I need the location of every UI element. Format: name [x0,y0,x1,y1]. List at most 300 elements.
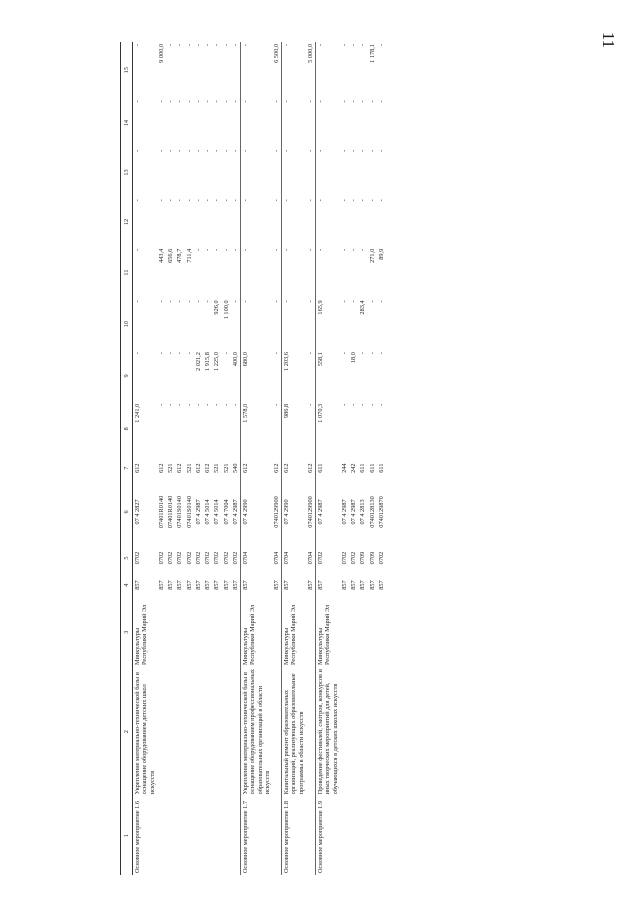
cell-2013: 1 241,0 [133,402,157,456]
cell-2020: - [176,44,184,47]
cell-rzpr: 0709 [359,551,367,565]
cell-csr: 07401R0140 [167,495,175,529]
cell-vr: 611 [359,463,367,473]
cell-2017: - [359,199,367,202]
cell-csr: 07 4 2990 [282,480,306,543]
col-header: 12 [121,197,133,246]
cell-name [222,667,231,796]
cell-vr: 611 [316,456,340,481]
cell-2013: - [350,403,358,406]
cell-csr: 0740129900 [272,496,280,528]
cell-event [358,796,367,875]
cell-2015: - [167,300,175,303]
cell-2020: - [222,44,230,47]
col-header: 2 [121,667,133,796]
cell-2019: - [241,98,272,147]
cell-2014: - [176,352,184,355]
cell-2015: - [306,300,314,303]
cell-2015: - [282,298,306,350]
cell-2019: - [204,100,212,103]
cell-2019: - [368,100,376,103]
cell-grbs: 857 [340,580,348,590]
cell-2017: - [241,197,272,246]
cell-event [340,796,349,875]
col-header: 15 [121,42,133,98]
cell-executor: Минкультуры Республики Марий Эл [316,597,340,667]
cell-2013: - [340,403,348,406]
cell-vr: 521 [167,463,175,473]
cell-2016: - [282,247,306,299]
col-header: 7 [121,456,133,481]
cell-csr: 07401S0140 [176,496,184,528]
cell-csr: 07 4 5014 [204,499,212,525]
cell-2018: - [241,148,272,197]
cell-2018: - [359,149,367,152]
cell-2013: - [194,403,202,406]
cell-2020: - [133,42,157,98]
table-row [133,42,157,875]
cell-2019: - [340,100,348,103]
cell-executor [203,597,212,667]
cell-2017: - [282,197,306,246]
cell-event [368,796,377,875]
cell-2014: - [272,352,280,355]
cell-rzpr: 0702 [185,551,193,565]
cell-csr: 07 4 2827 [133,480,157,543]
cell-vr: 612 [157,463,165,473]
cell-name [157,667,166,796]
cell-2019: - [282,98,306,147]
cell-2018: - [368,149,376,152]
cell-2013: - [204,403,212,406]
col-header: 11 [121,247,133,299]
cell-grbs: 857 [272,580,280,590]
cell-2013: - [222,403,230,406]
cell-2018: - [157,149,165,152]
cell-2017: - [272,199,280,202]
cell-event: Основное мероприятие 1.9 [316,796,340,875]
cell-executor [157,597,166,667]
cell-2020: - [316,42,340,98]
table-row [222,42,231,875]
cell-2019: - [316,98,340,147]
cell-name: Укрепление материально-технической базы и оснащение оборудованием профессиональных образовательных организаций в области искусств [242,669,271,795]
table-row [282,42,306,875]
cell-vr: 242 [350,463,358,473]
col-header: 13 [121,148,133,197]
cell-2013: - [167,403,175,406]
cell-2014: 1 203,6 [282,350,306,402]
cell-executor [166,597,175,667]
cell-2015: 926,0 [213,300,221,315]
cell-2013: - [368,403,376,406]
cell-2015: - [377,300,385,303]
cell-rzpr: 0704 [241,543,272,572]
cell-2020: - [350,44,358,47]
cell-2014: - [167,352,175,355]
table-row [340,42,349,875]
cell-rzpr: 0704 [282,543,306,572]
col-header: 4 [121,573,133,598]
cell-2015: - [176,300,184,303]
cell-csr: 0740129900 [306,496,314,528]
cell-2020: - [194,44,202,47]
cell-2013: - [377,403,385,406]
cell-2020: - [282,42,306,98]
cell-2018: - [316,148,340,197]
cell-2016: - [222,248,230,251]
cell-vr: 540 [231,463,239,473]
cell-2018: - [222,149,230,152]
cell-2016: 271,0 [368,248,376,263]
cell-csr: 0740128130 [368,496,376,528]
cell-event [231,796,241,875]
cell-rzpr: 0702 [350,551,358,565]
cell-rzpr: 0702 [213,551,221,565]
cell-2017: - [167,199,175,202]
cell-name: Проведение фестивалей, смотров, конкурсов и иных творческих мероприятий для детей, обучающихся в детских школах искусств [316,667,340,796]
cell-2015: - [368,300,376,303]
table-row [194,42,203,875]
cell-2019: - [306,100,314,103]
table-row [166,42,175,875]
table-row [241,42,272,875]
cell-grbs: 857 [213,580,221,590]
cell-vr: 612 [272,463,280,473]
cell-name [231,667,241,796]
cell-2015: - [157,300,165,303]
table-row [349,42,358,875]
table-row [272,42,282,875]
cell-grbs: 857 [306,580,314,590]
cell-2018: - [340,149,348,152]
cell-grbs: 857 [167,580,175,590]
cell-2013: - [157,403,165,406]
cell-vr: 521 [213,463,221,473]
cell-2014: 400,0 [231,352,239,367]
cell-grbs: 857 [282,573,306,598]
cell-rzpr: 0702 [231,551,239,565]
cell-2017: - [377,199,385,202]
cell-name [194,667,203,796]
cell-2016: - [133,247,157,299]
table-row [231,42,241,875]
cell-2014: 2 021,2 [194,352,202,371]
cell-2014: - [359,352,367,355]
cell-2020: - [241,42,272,98]
cell-2018: - [282,148,306,197]
table-row [157,42,166,875]
col-header: 10 [121,298,133,350]
cell-executor [231,597,241,667]
cell-2016: - [340,248,348,251]
cell-grbs: 857 [194,580,202,590]
cell-2016: - [306,248,314,251]
cell-2015: 283,4 [359,300,367,315]
cell-2016: 478,7 [176,248,184,263]
cell-grbs: 857 [185,580,193,590]
cell-2014: - [340,352,348,355]
cell-2018: - [306,149,314,152]
col-header: 1 [121,796,133,875]
cell-2015: 1 100,0 [222,300,230,320]
cell-2014: 1 915,8 [204,352,212,371]
cell-2014: 558,1 [316,350,340,402]
cell-executor [212,597,221,667]
cell-rzpr: 0704 [306,551,314,565]
cell-2017: - [231,199,239,202]
cell-name [306,667,316,796]
cell-vr: 612 [306,463,314,473]
cell-name [377,667,386,796]
table-row [306,42,316,875]
cell-executor [349,597,358,667]
cell-name: Укрепление материально-технической базы и оснащение оборудованием детских школ искусств [133,667,157,796]
cell-2019: - [194,100,202,103]
cell-2016: 711,4 [185,248,193,263]
cell-rzpr: 0702 [340,551,348,565]
cell-2016: 89,9 [377,248,385,260]
cell-vr: 612 [204,463,212,473]
cell-grbs: 857 [316,573,340,598]
cell-executor [358,597,367,667]
cell-2014: - [377,352,385,355]
cell-2015: - [272,300,280,303]
cell-grbs: 857 [204,580,212,590]
cell-2014: 1 225,0 [213,352,221,371]
cell-2020: - [231,44,239,47]
cell-rzpr: 0702 [222,551,230,565]
col-header: 9 [121,350,133,402]
cell-2013: - [213,403,221,406]
cell-2018: - [133,148,157,197]
cell-event [377,796,386,875]
cell-2016: 656,6 [167,248,175,263]
cell-name [368,667,377,796]
cell-event: Основное мероприятие 1.7 [241,796,272,875]
cell-2019: - [350,100,358,103]
cell-2013: 1 070,3 [316,402,340,456]
col-header: 6 [121,480,133,543]
page-number: 11 [598,31,618,49]
cell-2017: - [222,199,230,202]
cell-rzpr: 0702 [157,551,165,565]
rotated-table-container [120,42,620,875]
col-header: 5 [121,543,133,572]
cell-rzpr: 0702 [194,551,202,565]
cell-executor [340,597,349,667]
cell-2018: - [194,149,202,152]
cell-2019: - [157,100,165,103]
cell-name [349,667,358,796]
cell-2017: - [368,199,376,202]
cell-2016: - [241,247,272,299]
cell-executor: Минкультуры Республики Марий Эл [133,597,157,667]
cell-csr: 07 4 2990 [241,480,272,543]
cell-2017: - [350,199,358,202]
cell-2017: - [185,199,193,202]
cell-name [212,667,221,796]
cell-2015: - [133,298,157,350]
cell-2019: - [272,100,280,103]
cell-2013: 1 578,0 [241,402,272,456]
cell-2015: - [194,300,202,303]
cell-rzpr: 0702 [204,551,212,565]
cell-2020: - [340,44,348,47]
cell-2016: - [231,248,239,251]
cell-2014: - [157,352,165,355]
cell-csr: 0740129870 [377,496,385,528]
cell-grbs: 857 [241,573,272,598]
cell-event [185,796,194,875]
col-header: 8 [121,402,133,456]
cell-2017: - [316,197,340,246]
cell-2019: - [222,100,230,103]
cell-rzpr: 0704 [272,551,280,565]
cell-2020: - [377,44,385,47]
col-header: 3 [121,597,133,667]
cell-2015: - [241,298,272,350]
cell-2019: - [377,100,385,103]
cell-csr: 07 4 2813 [359,499,367,525]
cell-2020: 9 000,0 [157,44,165,63]
cell-2020: - [167,44,175,47]
cell-2014: - [368,352,376,355]
cell-2013: - [176,403,184,406]
cell-2018: - [377,149,385,152]
cell-rzpr: 0702 [167,551,175,565]
col-header: 14 [121,98,133,147]
cell-2014: 680,0 [241,350,272,402]
cell-name [203,667,212,796]
cell-event [194,796,203,875]
cell-event: Основное мероприятие 1.6 [133,796,157,875]
cell-csr: 07 4 7004 [222,499,230,525]
cell-csr: 07 4 2987 [350,499,358,525]
cell-name [166,667,175,796]
cell-event [157,796,166,875]
cell-event [175,796,184,875]
cell-2015: - [350,300,358,303]
cell-grbs: 857 [133,573,157,598]
cell-2016: - [204,248,212,251]
cell-2017: - [306,199,314,202]
cell-event [306,796,316,875]
cell-2019: - [176,100,184,103]
cell-name [175,667,184,796]
cell-vr: 612 [176,463,184,473]
cell-csr: 07 4 2987 [340,499,348,525]
cell-2020: - [204,44,212,47]
cell-2016: - [213,248,221,251]
cell-2016: - [316,247,340,299]
table-row [185,42,194,875]
cell-2014: - [222,352,230,355]
cell-2014: 18,0 [350,352,358,364]
cell-rzpr: 0702 [133,543,157,572]
cell-event [349,796,358,875]
cell-2013: - [231,403,239,406]
cell-2017: - [133,197,157,246]
cell-grbs: 857 [350,580,358,590]
cell-csr: 07401S0140 [185,496,193,528]
table-row [368,42,377,875]
cell-executor [175,597,184,667]
cell-2019: - [167,100,175,103]
cell-csr: 07 4 5014 [213,499,221,525]
cell-csr: 07 4 2987 [316,480,340,543]
cell-2020: - [185,44,193,47]
cell-2017: - [176,199,184,202]
cell-2015: 165,9 [316,298,340,350]
cell-2016: - [272,248,280,251]
cell-2018: - [231,149,239,152]
cell-2014: - [306,352,314,355]
cell-executor [368,597,377,667]
cell-2013: - [306,403,314,406]
cell-2017: - [157,199,165,202]
cell-2019: - [133,98,157,147]
cell-name [340,667,349,796]
cell-name [185,667,194,796]
cell-2020: - [359,44,367,47]
cell-2020: 5 000,0 [306,44,314,63]
table-body [133,42,386,875]
cell-csr: 07 4 2987 [231,499,239,525]
cell-name [272,667,282,796]
cell-grbs: 857 [157,580,165,590]
cell-vr: 611 [377,463,385,473]
cell-2016: - [359,248,367,251]
cell-2019: - [359,100,367,103]
cell-vr: 612 [241,456,272,481]
cell-2018: - [272,149,280,152]
cell-2017: - [213,199,221,202]
cell-vr: 244 [340,463,348,473]
cell-event [222,796,231,875]
cell-executor [306,597,316,667]
cell-2017: - [194,199,202,202]
cell-grbs: 857 [359,580,367,590]
table-row [377,42,386,875]
cell-name [358,667,367,796]
cell-2013: - [272,403,280,406]
table-row [316,42,340,875]
cell-event [203,796,212,875]
cell-csr: 07401R0140 [157,495,165,529]
cell-event [272,796,282,875]
cell-2014: - [133,350,157,402]
cell-grbs: 857 [231,580,239,590]
cell-event: Основное мероприятие 1.8 [282,796,306,875]
cell-2015: - [340,300,348,303]
cell-2018: - [350,149,358,152]
table-row [212,42,221,875]
cell-executor [377,597,386,667]
cell-2013: - [185,403,193,406]
cell-vr: 612 [133,456,157,481]
cell-2016: - [350,248,358,251]
table-row [203,42,212,875]
cell-2019: - [185,100,193,103]
cell-2016: - [194,248,202,251]
cell-2014: - [185,352,193,355]
cell-2019: - [213,100,221,103]
cell-vr: 521 [185,463,193,473]
cell-2013: - [359,403,367,406]
cell-2017: - [204,199,212,202]
table-row [175,42,184,875]
